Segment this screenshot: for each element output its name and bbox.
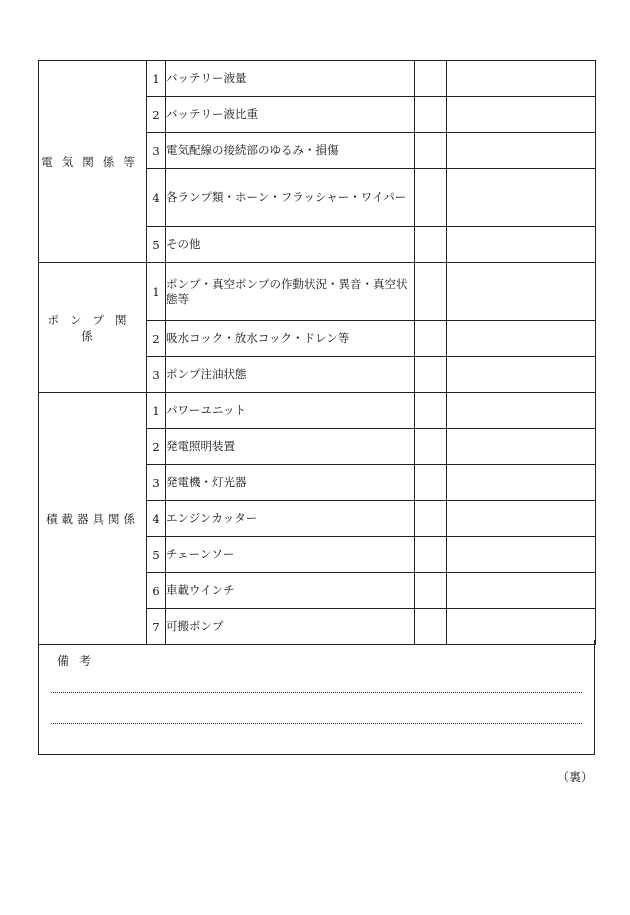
item-number: 1 xyxy=(147,393,166,429)
item-number: 3 xyxy=(147,133,166,169)
remarks-line xyxy=(51,692,582,693)
note-cell[interactable] xyxy=(447,321,596,357)
check-cell[interactable] xyxy=(415,133,447,169)
item-label: バッテリー液量 xyxy=(166,61,415,97)
note-cell[interactable] xyxy=(447,227,596,263)
check-cell[interactable] xyxy=(415,357,447,393)
check-cell[interactable] xyxy=(415,97,447,133)
item-label: ポンプ・真空ポンプの作動状況・異音・真空状態等 xyxy=(166,263,415,321)
check-cell[interactable] xyxy=(415,465,447,501)
check-cell[interactable] xyxy=(415,537,447,573)
category-electrical xyxy=(39,61,147,263)
item-label: 車載ウインチ xyxy=(166,573,415,609)
note-cell[interactable] xyxy=(447,357,596,393)
check-cell[interactable] xyxy=(415,321,447,357)
check-cell[interactable] xyxy=(415,61,447,97)
item-label: エンジンカッター xyxy=(166,501,415,537)
item-label: ポンプ注油状態 xyxy=(166,357,415,393)
item-number: 4 xyxy=(147,169,166,227)
item-label: パワーユニット xyxy=(166,393,415,429)
table-row xyxy=(39,263,596,321)
item-label: チェーンソー xyxy=(166,537,415,573)
category-label: 積載器具関係 xyxy=(46,511,139,526)
item-number: 1 xyxy=(147,263,166,321)
check-cell[interactable] xyxy=(415,393,447,429)
note-cell[interactable] xyxy=(447,573,596,609)
item-label: その他 xyxy=(166,227,415,263)
note-cell[interactable] xyxy=(447,133,596,169)
remarks-label: 備考 xyxy=(57,654,102,668)
remarks-line xyxy=(51,723,582,724)
item-number: 3 xyxy=(147,465,166,501)
page-side-label: （裏） xyxy=(556,770,593,784)
note-cell[interactable] xyxy=(447,169,596,227)
check-cell[interactable] xyxy=(415,263,447,321)
item-number: 6 xyxy=(147,573,166,609)
item-number: 1 xyxy=(147,61,166,97)
item-number: 5 xyxy=(147,227,166,263)
check-cell[interactable] xyxy=(415,501,447,537)
item-label: バッテリー液比重 xyxy=(166,97,415,133)
item-label: 吸水コック・放水コック・ドレン等 xyxy=(166,321,415,357)
item-label: 電気配線の接続部のゆるみ・損傷 xyxy=(166,133,415,169)
table-row xyxy=(39,61,596,97)
remarks-box[interactable] xyxy=(38,640,595,755)
check-cell[interactable] xyxy=(415,573,447,609)
item-number: 4 xyxy=(147,501,166,537)
item-number: 7 xyxy=(147,609,166,645)
check-cell[interactable] xyxy=(415,429,447,465)
note-cell[interactable] xyxy=(447,429,596,465)
item-label: 各ランプ類・ホーン・フラッシャー・ワイパー xyxy=(166,169,415,227)
category-pump xyxy=(39,263,147,393)
item-number: 5 xyxy=(147,537,166,573)
note-cell[interactable] xyxy=(447,393,596,429)
item-number: 2 xyxy=(147,429,166,465)
note-cell[interactable] xyxy=(447,61,596,97)
note-cell[interactable] xyxy=(447,537,596,573)
item-number: 2 xyxy=(147,97,166,133)
item-number: 3 xyxy=(147,357,166,393)
category-label: ポンプ関係 xyxy=(47,312,138,343)
check-cell[interactable] xyxy=(415,227,447,263)
item-label: 発電機・灯光器 xyxy=(166,465,415,501)
note-cell[interactable] xyxy=(447,97,596,133)
table-row xyxy=(39,393,596,429)
category-equipment xyxy=(39,393,147,645)
category-label: 電気関係等 xyxy=(41,154,144,169)
item-label: 可搬ポンプ xyxy=(166,609,415,645)
item-number: 2 xyxy=(147,321,166,357)
inspection-table xyxy=(38,60,596,645)
note-cell[interactable] xyxy=(447,465,596,501)
check-cell[interactable] xyxy=(415,169,447,227)
note-cell[interactable] xyxy=(447,501,596,537)
item-label: 発電照明装置 xyxy=(166,429,415,465)
note-cell[interactable] xyxy=(447,263,596,321)
